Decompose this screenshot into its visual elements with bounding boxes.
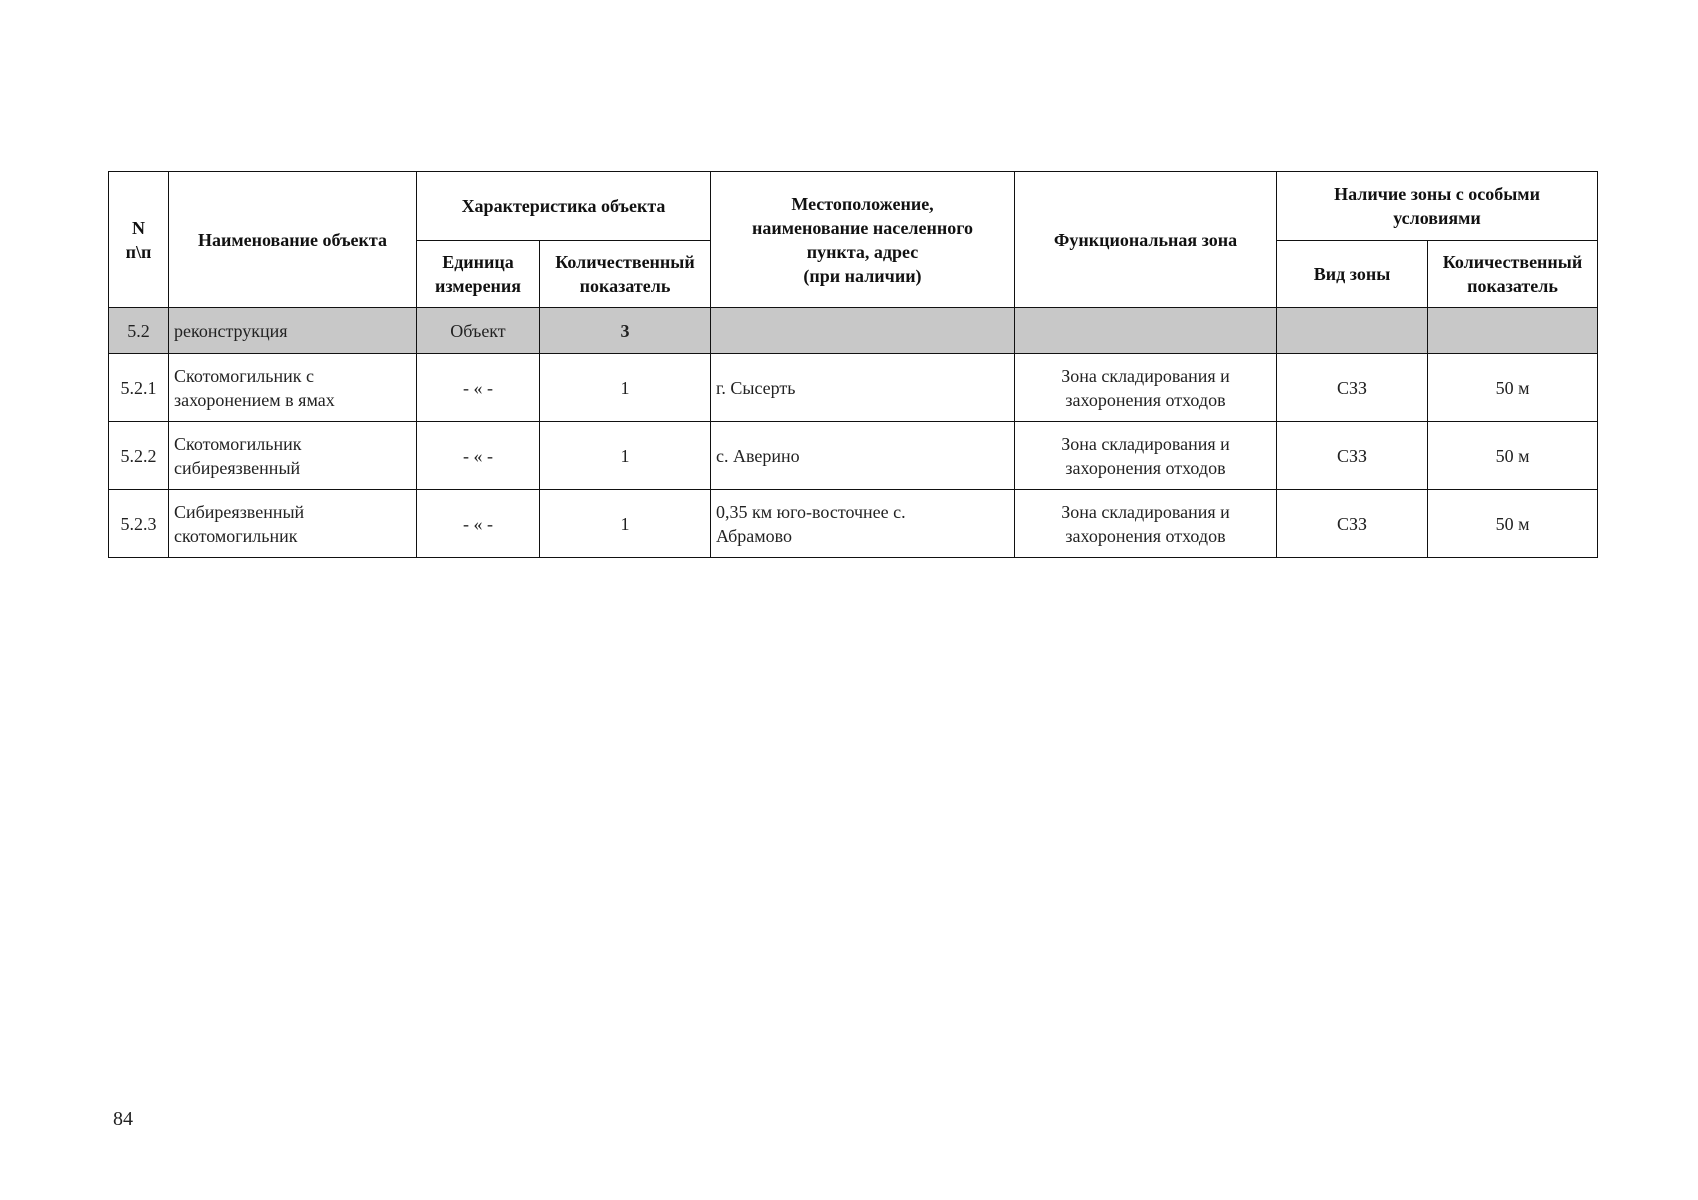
header-row-1 bbox=[109, 172, 1598, 241]
row-unit: - « - bbox=[417, 354, 540, 422]
section-name: реконструкция bbox=[169, 308, 417, 354]
section-functional-zone bbox=[1015, 308, 1277, 354]
header-characteristic: Характеристика объекта bbox=[417, 172, 711, 241]
section-row bbox=[109, 308, 1598, 354]
header-zone-quantity: Количественный показатель bbox=[1428, 241, 1598, 308]
row-functional-zone: Зона складирования и захоронения отходов bbox=[1015, 422, 1277, 490]
row-name: Скотомогильник сибиреязвенный bbox=[169, 422, 417, 490]
row-quantity: 1 bbox=[540, 422, 711, 490]
header-num: N п\п bbox=[109, 172, 169, 308]
row-zone-type: СЗЗ bbox=[1277, 422, 1428, 490]
row-name: Сибиреязвенный скотомогильник bbox=[169, 490, 417, 558]
row-functional-zone: Зона складирования и захоронения отходов bbox=[1015, 490, 1277, 558]
row-zone-quantity: 50 м bbox=[1428, 490, 1598, 558]
table-row bbox=[109, 490, 1598, 558]
header-functional-zone: Функциональная зона bbox=[1015, 172, 1277, 308]
row-unit: - « - bbox=[417, 422, 540, 490]
header-unit: Единица измерения bbox=[417, 241, 540, 308]
row-quantity: 1 bbox=[540, 490, 711, 558]
objects-table bbox=[108, 171, 1598, 558]
row-location: г. Сысерть bbox=[711, 354, 1015, 422]
row-num: 5.2.3 bbox=[109, 490, 169, 558]
row-location: с. Аверино bbox=[711, 422, 1015, 490]
section-zone-quantity bbox=[1428, 308, 1598, 354]
section-unit: Объект bbox=[417, 308, 540, 354]
table-row bbox=[109, 422, 1598, 490]
header-special-zone: Наличие зоны с особыми условиями bbox=[1277, 172, 1598, 241]
row-functional-zone: Зона складирования и захоронения отходов bbox=[1015, 354, 1277, 422]
row-zone-type: СЗЗ bbox=[1277, 354, 1428, 422]
page-number: 84 bbox=[113, 1108, 133, 1130]
row-zone-type: СЗЗ bbox=[1277, 490, 1428, 558]
section-location bbox=[711, 308, 1015, 354]
header-location: Местоположение, наименование населенного пункта, адрес (при наличии) bbox=[711, 172, 1015, 308]
row-num: 5.2.1 bbox=[109, 354, 169, 422]
row-zone-quantity: 50 м bbox=[1428, 354, 1598, 422]
section-zone-type bbox=[1277, 308, 1428, 354]
row-zone-quantity: 50 м bbox=[1428, 422, 1598, 490]
section-num: 5.2 bbox=[109, 308, 169, 354]
header-name: Наименование объекта bbox=[169, 172, 417, 308]
section-quantity: 3 bbox=[540, 308, 711, 354]
header-zone-type: Вид зоны bbox=[1277, 241, 1428, 308]
row-num: 5.2.2 bbox=[109, 422, 169, 490]
table-row bbox=[109, 354, 1598, 422]
row-name: Скотомогильник с захоронением в ямах bbox=[169, 354, 417, 422]
row-unit: - « - bbox=[417, 490, 540, 558]
row-quantity: 1 bbox=[540, 354, 711, 422]
row-location: 0,35 км юго-восточнее с. Абрамово bbox=[711, 490, 1015, 558]
header-quantity: Количественный показатель bbox=[540, 241, 711, 308]
